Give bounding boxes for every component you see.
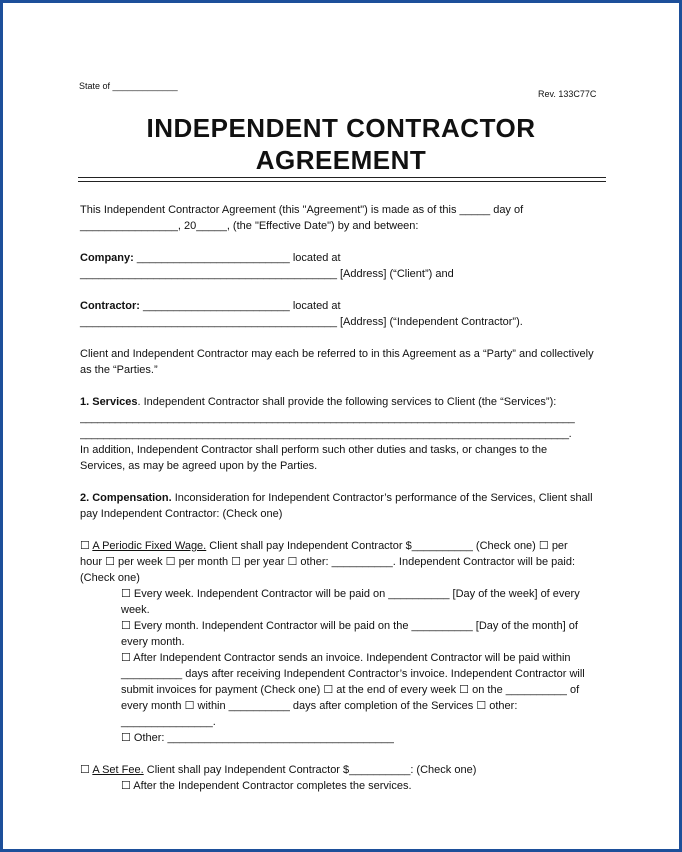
periodic-wage-label: A Periodic Fixed Wage.: [92, 540, 207, 552]
every-week-option[interactable]: ☐ Every week. Independent Contractor will be paid on __________ [Day of the week] of every: [121, 588, 580, 600]
company-label: Company:: [80, 252, 134, 264]
company-address-line: __________________________________________ [Address] (“Client”) and: [80, 268, 454, 280]
title-rule-top: [78, 177, 606, 178]
title-rule-bottom: [78, 181, 606, 182]
company-name-blank: _________________________ located at: [133, 252, 341, 264]
periodic-wage-line1: [80, 538, 610, 554]
other-option[interactable]: ☐ Other: _____________________________________: [121, 732, 394, 744]
every-month-option[interactable]: ☐ Every month. Independent Contractor will be paid on the __________ [Day of the month] of: [121, 620, 578, 632]
set-fee-checkbox[interactable]: ☐: [80, 764, 93, 776]
invoice-option-line5: _______________.: [121, 716, 216, 728]
services-line4: Services, as may be agreed upon by the Parties.: [80, 460, 318, 472]
compensation-line2: pay Independent Contractor: (Check one): [80, 508, 283, 520]
invoice-option[interactable]: ☐ After Independent Contractor sends an invoice. Independent Contractor will be paid within: [121, 652, 571, 664]
compensation-heading: 2. Compensation.: [80, 492, 172, 504]
contractor-label: Contractor:: [80, 300, 140, 312]
state-of-field: State of _____________: [79, 81, 178, 91]
revision-number: Rev. 133C77C: [538, 89, 597, 99]
parties-line1: Client and Independent Contractor may each be referred to in this Agreement as a “Party” and collectively: [80, 348, 594, 360]
every-week-option-cont: week.: [121, 604, 150, 616]
after-completion-option[interactable]: ☐ After the Independent Contractor completes the services.: [121, 780, 412, 792]
services-line3: In addition, Independent Contractor shall perform such other duties and tasks, or changes to the: [80, 444, 548, 456]
services-text: . Independent Contractor shall provide the following services to Client (the “Services”):: [137, 396, 557, 408]
compensation-text: Inconsideration for Independent Contractor’s performance of the Services, Client shall: [171, 492, 593, 504]
intro-line1: This Independent Contractor Agreement (this "Agreement") is made as of this _____ day of: [80, 204, 524, 216]
services-blank-line2: ____________________________________________________________________________________.: [80, 428, 572, 440]
set-fee-text: Client shall pay Independent Contractor $__________: (Check one): [143, 764, 477, 776]
parties-line2: as the “Parties.”: [80, 364, 158, 376]
invoice-option-line2: __________ days after receiving Independent Contractor’s invoice. Independent Contractor will: [121, 668, 585, 680]
intro-line2: ________________, 20_____, (the "Effective Date") by and between:: [80, 220, 419, 232]
periodic-wage-text: Client shall pay Independent Contractor $__________ (Check one) ☐ per: [206, 540, 568, 552]
periodic-wage-line3: (Check one): [80, 572, 140, 584]
set-fee-label: A Set Fee.: [92, 764, 144, 776]
periodic-wage-line2: hour ☐ per week ☐ per month ☐ per year ☐ other: __________. Independent Contractor will be paid:: [80, 556, 576, 568]
document-title-line2: AGREEMENT: [255, 145, 427, 175]
contractor-name-blank: ________________________ located at: [139, 300, 341, 312]
invoice-option-line4: every month ☐ within __________ days after completion of the Services ☐ other:: [121, 700, 518, 712]
services-heading: 1. Services: [80, 396, 138, 408]
invoice-option-line3: submit invoices for payment (Check one) ☐ at the end of every week ☐ on the __________ of: [121, 684, 580, 696]
document-title-line1: INDEPENDENT CONTRACTOR: [146, 113, 536, 143]
services-line1: [80, 394, 610, 410]
company-line1: [80, 250, 610, 266]
compensation-line1: [80, 490, 610, 506]
contractor-address-line: __________________________________________ [Address] (“Independent Contractor”).: [80, 316, 523, 328]
contractor-line1: [80, 298, 610, 314]
services-blank-line1: _____________________________________________________________________________________: [80, 412, 575, 424]
every-month-option-cont: every month.: [121, 636, 185, 648]
periodic-wage-checkbox[interactable]: ☐: [80, 540, 93, 552]
set-fee-line1: [80, 762, 610, 778]
